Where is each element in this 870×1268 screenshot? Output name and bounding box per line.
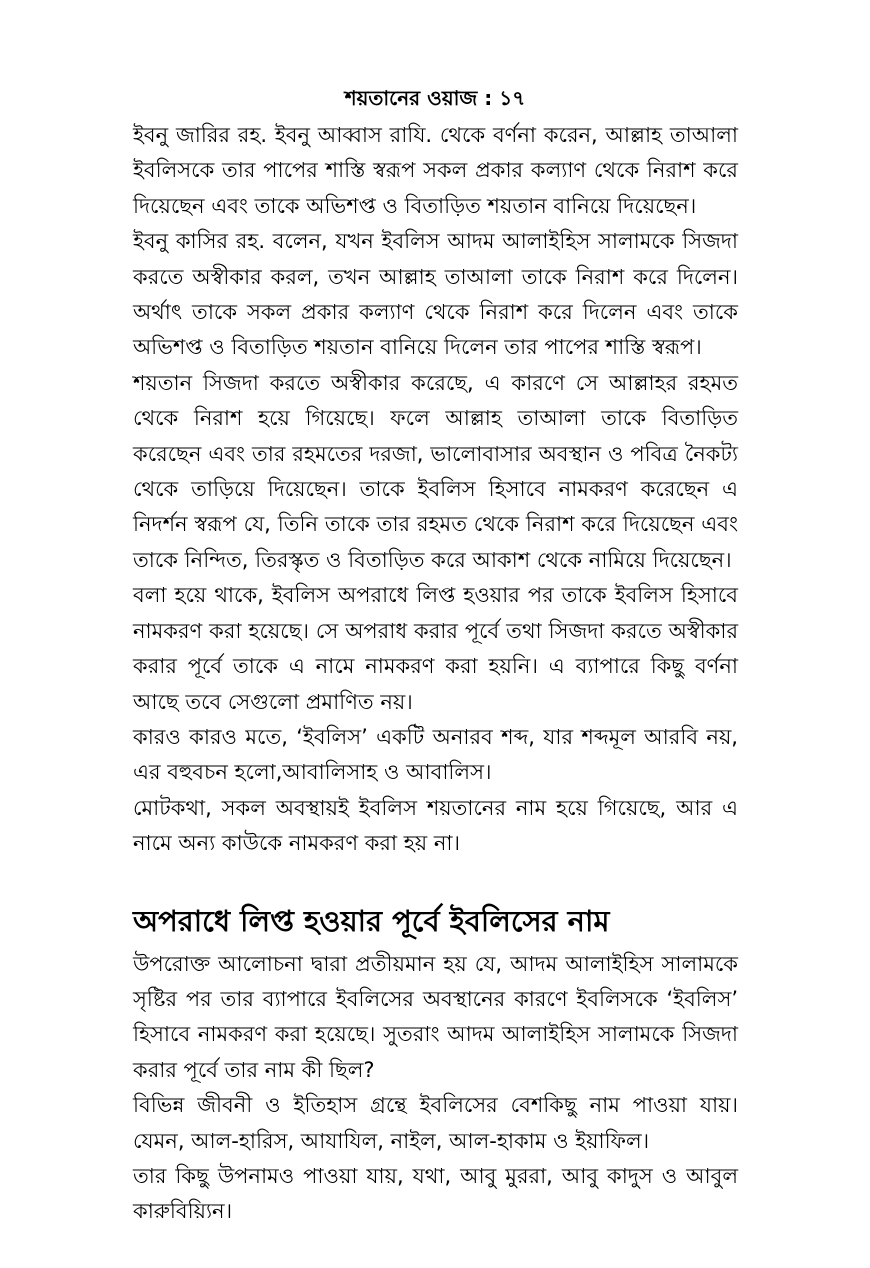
paragraph: মোটকথা, সকল অবস্থায়ই ইবলিস শয়তানের নাম হয়ে গিয়েছে, আর এ নামে অন্য কাউকে নামকরণ করা হয় না। <box>133 795 738 856</box>
paragraph: বলা হয়ে থাকে, ইবলিস অপরাধে লিপ্ত হওয়ার পর তাকে ইবলিস হিসাবে নামকরণ করা হয়েছে। সে অপরাধ করার পূর্বে তথা সিজদা করতে অস্বীকার করার পূর্বে তাকে এ নামে নামকরণ করা হয়নি। এ ব্যাপারে কিছু বর্ণনা আছে তবে সেগুলো প্রমাণিত নয়। <box>133 583 738 714</box>
paragraph: শয়তান সিজদা করতে অস্বীকার করেছে, এ কারণে সে আল্লাহর রহমত থেকে নিরাশ হয়ে গিয়েছে। ফলে আল্লাহ তাআলা তাকে বিতাড়িত করেছেন এবং তার রহমতের দরজা, ভালোবাসার অবস্থান ও পবিত্র নৈকট্য থেকে তাড়িয়ে দিয়েছেন। তাকে ইবলিস হিসাবে নামকরণ করেছেন এ নিদর্শন স্বরূপ যে, তিনি তাকে তার রহমত থেকে নিরাশ করে দিয়েছেন এবং তাকে নিন্দিত, তিরস্কৃত ও বিতাড়িত করে আকাশ থেকে নামিয়ে দিয়েছেন। <box>133 370 738 572</box>
paragraph: উপরোক্ত আলোচনা দ্বারা প্রতীয়মান হয় যে, আদম আলাইহিস সালামকে সৃষ্টির পর তার ব্যাপারে ইবলিসের অবস্থানের কারণে ইবলিসকে ‘ইবলিস’ হিসাবে নামকরণ করা হয়েছে। সুতরাং আদম আলাইহিস সালামকে সিজদা করার পূর্বে তার নাম কী ছিল? <box>133 951 738 1082</box>
section-spacer <box>133 862 738 899</box>
body-text <box>133 118 738 1230</box>
paragraph: ইবনু কাসির রহ. বলেন, যখন ইবলিস আদম আলাইহিস সালামকে সিজদা করতে অস্বীকার করল, তখন আল্লাহ তাআলা তাকে নিরাশ করে দিলেন। অর্থাৎ তাকে সকল প্রকার কল্যাণ থেকে নিরাশ করে দিলেন এবং তাকে অভিশপ্ত ও বিতাড়িত শয়তান বানিয়ে দিলেন তার পাপের শাস্তি স্বরূপ। <box>133 229 738 360</box>
paragraph: তার কিছু উপনামও পাওয়া যায়, যথা, আবু মুররা, আবু কাদুস ও আবুল কারুবিয়্যিন। <box>133 1163 738 1224</box>
section-heading: অপরাধে লিপ্ত হওয়ার পূর্বে ইবলিসের নাম <box>133 903 610 938</box>
paragraph: ইবনু জারির রহ. ইবনু আব্বাস রাযি. থেকে বর্ণনা করেন, আল্লাহ তাআলা ইবলিসকে তার পাপের শাস্তি স্বরূপ সকল প্রকার কল্যাণ থেকে নিরাশ করে দিয়েছেন এবং তাকে অভিশপ্ত ও বিতাড়িত শয়তান বানিয়ে দিয়েছেন। <box>133 123 738 218</box>
paragraph: বিভিন্ন জীবনী ও ইতিহাস গ্রন্থে ইবলিসের বেশকিছু নাম পাওয়া যায়। যেমন, আল-হারিস, আযাযিল, নাইল, আল-হাকাম ও ইয়াফিল। <box>133 1093 738 1153</box>
running-head: শয়তানের ওয়াজ : ১৭ <box>344 86 526 110</box>
paragraph: কারও কারও মতে, ‘ইবলিস’ একটি অনারব শব্দ, যার শব্দমূল আরবি নয়, এর বহুবচন হলো,আবালিসাহ ও আবালিস। <box>133 724 738 785</box>
